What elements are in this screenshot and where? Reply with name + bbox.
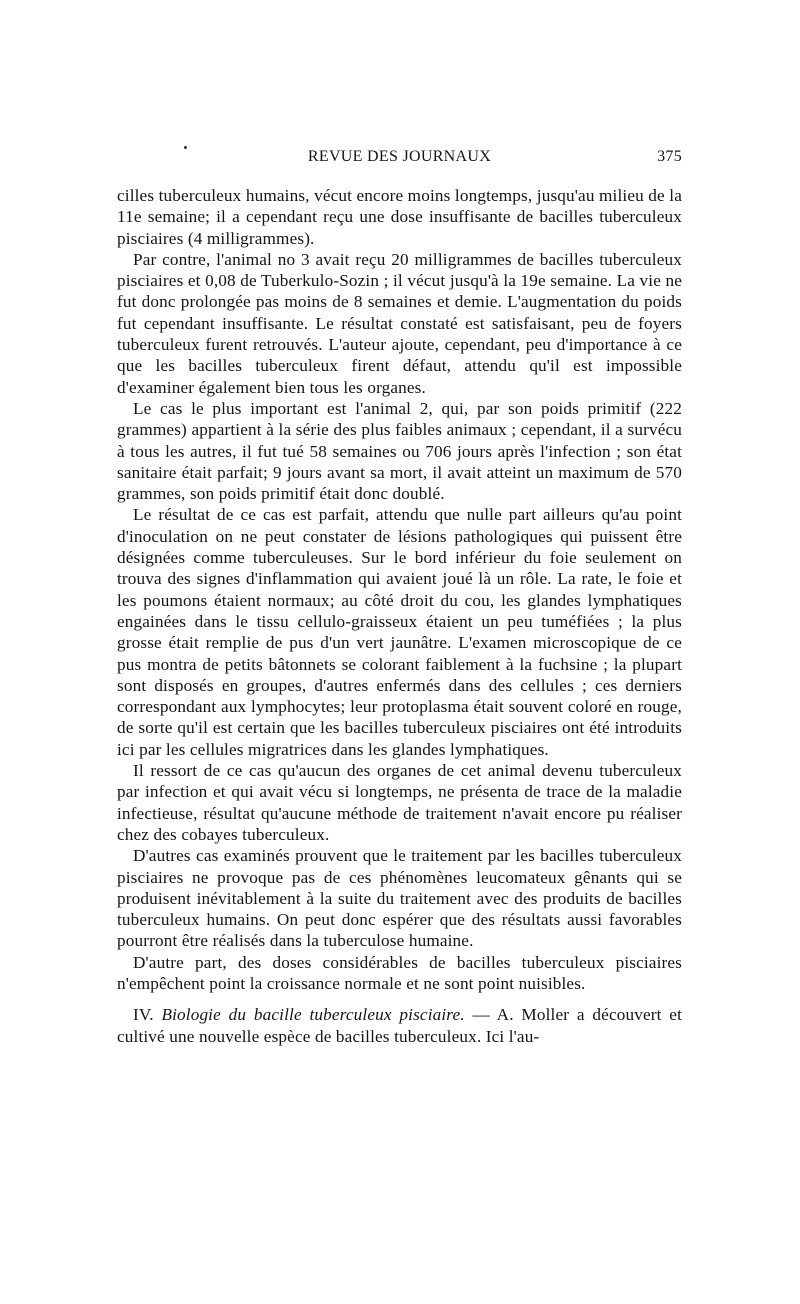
article-body xyxy=(117,185,682,1047)
paragraph-7: D'autre part, des doses considérables de bacilles tuberculeux pisciaires n'empêchent point la croissance normale et ne sont point nuisibles. xyxy=(117,952,682,993)
journal-section-title: REVUE DES JOURNAUX xyxy=(307,148,492,165)
paragraph-4: Le résultat de ce cas est parfait, attendu que nulle part ailleurs qu'au point d'inoculation on ne peut constater de lésions pathologiques qui puissent être désignées comme tuberculeuses. Sur le bord inférieur du foie seulement on trouva des signes d'inflammation qui avaient joué là un rôle. La rate, le foie et les poumons étaient normaux; au côté droit du cou, les glandes lymphatiques engainées dans le tissu cellulo-graisseux étaient un peu tuméfiées ; la plus grosse était remplie de pus d'un vert jaunâtre. L'examen microscopique de ce pus montra de petits bâtonnets se colorant faiblement à la fuchsine ; la plupart sont disposés en groupes, d'autres enfermés dans des cellules ; ces derniers correspondant aux lymphocytes; leur protoplasma était souvent coloré en rouge, de sorte qu'il est certain que les bacilles tuberculeux pisciaires ont été introduits ici par les cellules migratrices dans les glandes lymphatiques. xyxy=(117,505,682,759)
section-text: — A. Moller a découvert et cultivé une nouvelle espèce de bacilles tuberculeux. Ici l'au- xyxy=(117,1005,683,1046)
paragraph-1: cilles tuberculeux humains, vécut encore moins longtemps, jusqu'au milieu de la 11e semaine; il a cependant reçu une dose insuffisante de bacilles tuberculeux pisciaires (4 milligrammes). xyxy=(117,186,682,248)
paragraph-5: Il ressort de ce cas qu'aucun des organes de cet animal devenu tuberculeux par infection et qui avait vécu si longtemps, ne présenta de trace de la maladie infectieuse, résultat qu'aucune méthode de traitement n'avait encore pu réaliser chez des cobayes tuberculeux. xyxy=(117,761,682,844)
running-header xyxy=(117,148,682,172)
section-iv xyxy=(117,1004,682,1047)
section-title: Biologie du bacille tuberculeux pisciaire. xyxy=(161,1005,465,1025)
section-number: IV. xyxy=(133,1005,154,1025)
paragraph-6: D'autres cas examinés prouvent que le traitement par les bacilles tuberculeux pisciaires ne provoque pas de ces phénomènes leucomateux gênants qui se produisent inévitablement à la suite du traitement avec des produits de bacilles tuberculeux humains. On peut donc espérer que des résultats aussi favorables pourront être réalisés dans la tuberculose humaine. xyxy=(117,846,682,951)
page-number: 375 xyxy=(657,148,682,165)
paragraph-2: Par contre, l'animal no 3 avait reçu 20 milligrammes de bacilles tuberculeux pisciaires et 0,08 de Tuberkulo-Sozin ; il vécut jusqu'à la 19e semaine. La vie ne fut donc prolongée pas moins de 8 semaines et demie. L'augmentation du poids fut cependant insuffisante. Le résultat constaté est satisfaisant, peu de foyers tuberculeux furent retrouvés. L'auteur ajoute, cependant, peu d'importance à ce que les bacilles tuberculeux firent défaut, attendu qu'il est impossible d'examiner également bien tous les organes. xyxy=(117,249,682,397)
paragraph-3: Le cas le plus important est l'animal 2, qui, par son poids primitif (222 grammes) appartient à la série des plus faibles animaux ; cependant, il a survécu à tous les autres, il fut tué 58 semaines ou 706 jours après l'infection ; son état sanitaire était parfait; 9 jours avant sa mort, il avait atteint un maximum de 570 grammes, son poids primitif était donc doublé. xyxy=(117,398,682,504)
